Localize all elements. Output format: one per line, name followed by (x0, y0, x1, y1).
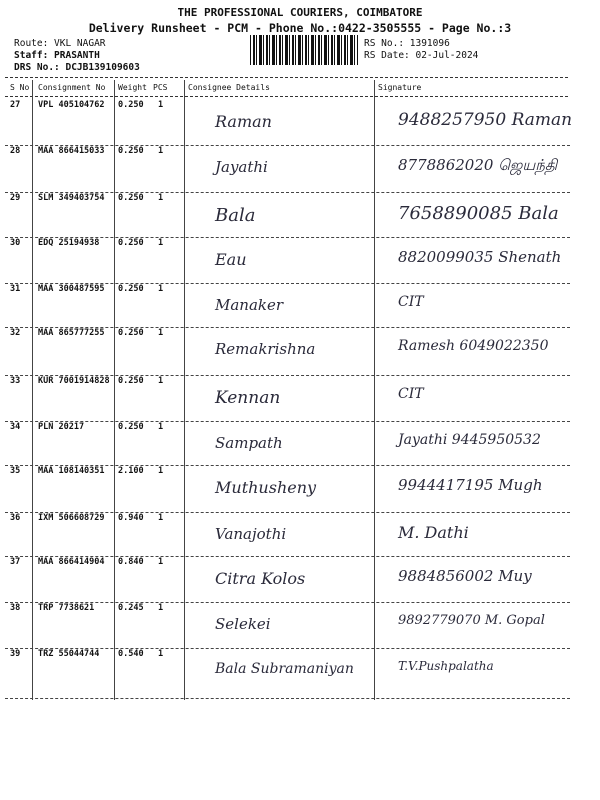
row-signature-handwritten: Ramesh 6049022350 (398, 338, 549, 354)
row-pcs: 1 (158, 557, 164, 567)
company-title: THE PROFESSIONAL COURIERS, COIMBATORE (177, 6, 423, 19)
row-pcs: 1 (158, 193, 164, 203)
row-signature-handwritten: T.V.Pushpalatha (398, 659, 494, 673)
row-sno: 38 (10, 603, 21, 613)
drs-number: DRS No.: DCJB139109603 (14, 62, 140, 73)
row-sno: 32 (10, 328, 21, 338)
row-weight: 0.250 (118, 422, 144, 432)
row-weight: 0.250 (118, 146, 144, 156)
row-pcs: 1 (158, 422, 164, 432)
row-consignment-no: TRP 7738621 (38, 603, 95, 613)
row-consignee-handwritten: Manaker (215, 296, 284, 314)
row-consignment-no: TRZ 55044744 (38, 649, 100, 659)
row-consignee-handwritten: Eau (215, 250, 247, 269)
col-consignee: Consignee Details (188, 83, 270, 92)
row-signature-handwritten: Jayathi 9445950532 (398, 432, 541, 448)
table-row (0, 284, 600, 328)
row-consignment-no: MAA 108140351 (38, 466, 105, 476)
row-weight: 0.250 (118, 193, 144, 203)
table-row (0, 100, 600, 146)
route-label: Route: VKL NAGAR (14, 38, 106, 49)
table-row (0, 422, 600, 466)
row-pcs: 1 (158, 238, 164, 248)
row-consignment-no: MAA 866414904 (38, 557, 105, 567)
row-pcs: 1 (158, 284, 164, 294)
rs-number: RS No.: 1391096 (364, 38, 450, 49)
row-sno: 31 (10, 284, 21, 294)
row-consignee-handwritten: Selekei (215, 615, 271, 633)
row-signature-handwritten: 8820099035 Shenath (398, 248, 562, 266)
row-signature-handwritten: 7658890085 Bala (398, 203, 559, 224)
table-row (0, 376, 600, 422)
row-signature-handwritten: 9488257950 Raman (398, 110, 573, 130)
row-pcs: 1 (158, 466, 164, 476)
row-consignment-no: VPL 405104762 (38, 100, 105, 110)
row-weight: 0.250 (118, 376, 144, 386)
row-signature-handwritten: 9944417195 Mugh (398, 476, 543, 494)
row-signature-handwritten: 9892779070 M. Gopal (398, 613, 545, 628)
row-weight: 0.245 (118, 603, 144, 613)
row-pcs: 1 (158, 603, 164, 613)
row-weight: 0.250 (118, 284, 144, 294)
row-sno: 35 (10, 466, 21, 476)
row-consignee-handwritten: Sampath (215, 434, 283, 452)
row-weight: 0.250 (118, 238, 144, 248)
row-weight: 0.540 (118, 649, 144, 659)
table-row (0, 649, 600, 699)
row-consignee-handwritten: Raman (215, 112, 272, 131)
row-consignment-no: MAA 865777255 (38, 328, 105, 338)
row-pcs: 1 (158, 649, 164, 659)
runsheet-subtitle: Delivery Runsheet - PCM - Phone No.:0422-3505555 - Page No.:3 (88, 21, 512, 35)
row-sno: 39 (10, 649, 21, 659)
row-pcs: 1 (158, 376, 164, 386)
row-signature-handwritten: M. Dathi (398, 523, 469, 542)
table-row (0, 557, 600, 603)
row-sno: 30 (10, 238, 21, 248)
row-signature-handwritten: 8778862020 ஜெயந்தி (398, 156, 558, 174)
row-sno: 28 (10, 146, 21, 156)
col-signature: Signature (378, 83, 422, 92)
row-pcs: 1 (158, 146, 164, 156)
row-consignee-handwritten: Kennan (215, 388, 281, 408)
row-consignment-no: KUR 7001914828 (38, 376, 110, 386)
row-consignee-handwritten: Muthusheny (215, 478, 317, 497)
row-consignment-no: SLM 349403754 (38, 193, 105, 203)
table-row (0, 146, 600, 193)
table-row (0, 328, 600, 376)
staff-label: Staff: PRASANTH (14, 50, 100, 61)
row-weight: 0.840 (118, 557, 144, 567)
rs-date: RS Date: 02-Jul-2024 (364, 50, 479, 61)
row-signature-handwritten: CIT (398, 386, 424, 402)
row-sno: 29 (10, 193, 21, 203)
row-consignee-handwritten: Bala (215, 205, 256, 226)
row-consignee-handwritten: Vanajothi (215, 525, 287, 543)
table-row (0, 603, 600, 649)
row-sno: 34 (10, 422, 21, 432)
row-consignment-no: MAA 300487595 (38, 284, 105, 294)
table-row (0, 513, 600, 557)
row-weight: 2.100 (118, 466, 144, 476)
table-row (0, 193, 600, 238)
col-sno: S No (10, 83, 30, 92)
table-row (0, 238, 600, 284)
row-pcs: 1 (158, 328, 164, 338)
row-sno: 36 (10, 513, 21, 523)
barcode (250, 35, 358, 65)
row-consignment-no: EDQ 25194938 (38, 238, 100, 248)
col-consignment: Consignment No (38, 83, 106, 92)
row-divider (5, 698, 570, 699)
row-signature-handwritten: 9884856002 Muy (398, 567, 532, 585)
row-consignment-no: IXM 506608729 (38, 513, 105, 523)
row-consignment-no: MAA 866415033 (38, 146, 105, 156)
row-weight: 0.250 (118, 100, 144, 110)
row-consignee-handwritten: Bala Subramaniyan (215, 661, 354, 677)
col-weight: Weight (118, 83, 147, 92)
row-consignee-handwritten: Citra Kolos (215, 569, 306, 588)
row-consignment-no: PLN 20217 (38, 422, 85, 432)
row-consignee-handwritten: Jayathi (215, 158, 268, 176)
row-weight: 0.250 (118, 328, 144, 338)
row-pcs: 1 (158, 100, 164, 110)
col-pcs: PCS (153, 83, 168, 92)
row-weight: 0.940 (118, 513, 144, 523)
header-rule-bottom (5, 96, 568, 97)
row-sno: 33 (10, 376, 21, 386)
row-sno: 37 (10, 557, 21, 567)
header-rule-top (5, 77, 568, 78)
row-sno: 27 (10, 100, 21, 110)
row-pcs: 1 (158, 513, 164, 523)
row-signature-handwritten: CIT (398, 294, 424, 310)
row-consignee-handwritten: Remakrishna (215, 340, 316, 358)
table-row (0, 466, 600, 513)
